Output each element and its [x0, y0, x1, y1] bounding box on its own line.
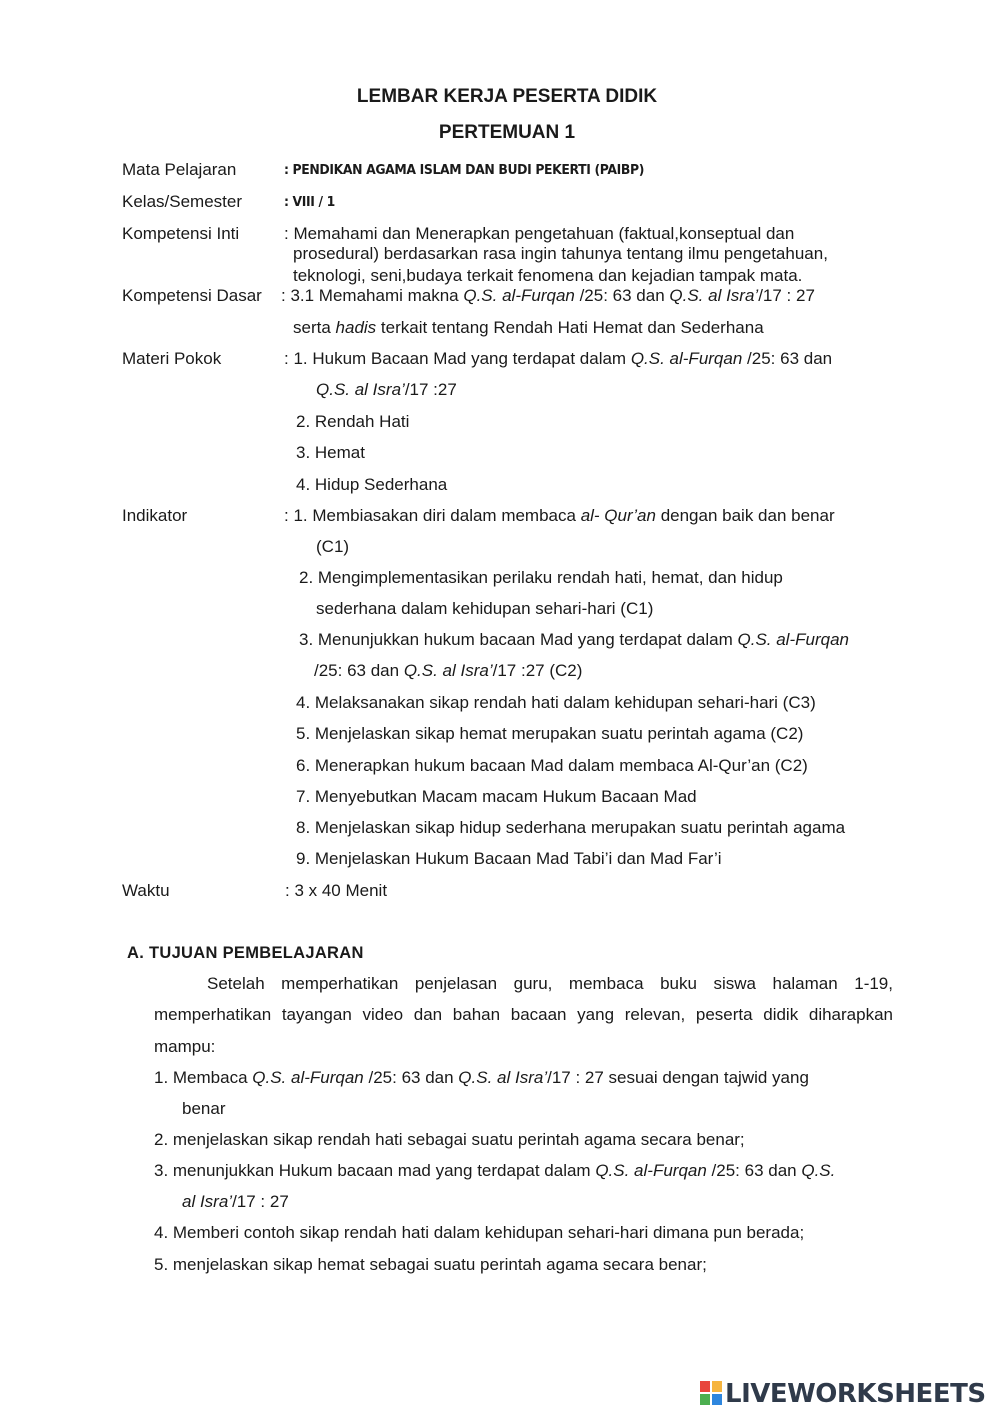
- indicator-item: 5. Menjelaskan sikap hemat merupakan suatu perintah agama (C2): [296, 724, 804, 743]
- core-competence-line: : Memahami dan Menerapkan pengetahuan (faktual,konseptual dan: [284, 224, 795, 243]
- section-heading: A. TUJUAN PEMBELAJARAN: [127, 944, 364, 962]
- objective-item: 2. menjelaskan sikap rendah hati sebagai suatu perintah agama secara benar;: [154, 1130, 745, 1149]
- indicator-label: Indikator: [122, 506, 188, 525]
- core-competence-label: Kompetensi Inti: [122, 224, 240, 243]
- indicator-item: : 1. Membiasakan diri dalam membaca al- Qur’an dengan baik dan benar: [284, 506, 835, 525]
- class-value: : VIII / 1: [284, 194, 335, 210]
- liveworksheets-logo-icon: [700, 1381, 722, 1405]
- basic-competence-line: serta hadis terkait tentang Rendah Hati Hemat dan Sederhana: [293, 318, 764, 337]
- time-value: : 3 x 40 Menit: [285, 881, 388, 900]
- objective-item: al Isra’/17 : 27: [182, 1192, 289, 1211]
- subject-matter-label: Materi Pokok: [122, 349, 222, 368]
- subject-value: : PENDIKAN AGAMA ISLAM DAN BUDI PEKERTI (PAIBP): [284, 162, 645, 178]
- core-competence-line: prosedural) berdasarkan rasa ingin tahunya tentang ilmu pengetahuan,: [293, 244, 828, 263]
- objective-item: 5. menjelaskan sikap hemat sebagai suatu perintah agama secara benar;: [154, 1255, 707, 1274]
- liveworksheets-logo-text: LIVEWORKSHEETS: [725, 1379, 986, 1409]
- intro-paragraph-line: Setelah memperhatikan penjelasan guru, membaca buku siswa halaman 1-19,: [207, 974, 893, 993]
- document-title: LEMBAR KERJA PESERTA DIDIK: [356, 86, 658, 107]
- indicator-item: (C1): [316, 537, 350, 556]
- indicator-item: 3. Menunjukkan hukum bacaan Mad yang terdapat dalam Q.S. al-Furqan: [299, 630, 849, 649]
- intro-paragraph-line: mampu:: [154, 1037, 216, 1056]
- intro-paragraph-line: memperhatikan tayangan video dan bahan bacaan yang relevan, peserta didik diharapkan: [154, 1005, 893, 1024]
- indicator-item: 6. Menerapkan hukum bacaan Mad dalam membaca Al-Qur’an (C2): [296, 756, 808, 775]
- subject-label: Mata Pelajaran: [122, 160, 237, 179]
- basic-competence-label: Kompetensi Dasar: [122, 286, 262, 305]
- subject-matter-item: 3. Hemat: [296, 443, 365, 462]
- subject-matter-item: 4. Hidup Sederhana: [296, 475, 448, 494]
- subject-matter-item: Q.S. al Isra’/17 :27: [316, 380, 457, 399]
- indicator-item: /25: 63 dan Q.S. al Isra’/17 :27 (C2): [314, 661, 583, 680]
- indicator-item: 8. Menjelaskan sikap hidup sederhana merupakan suatu perintah agama: [296, 818, 846, 837]
- class-label: Kelas/Semester: [122, 192, 242, 211]
- meeting-title: PERTEMUAN 1: [438, 122, 576, 143]
- objective-item: 4. Memberi contoh sikap rendah hati dalam kehidupan sehari-hari dimana pun berada;: [154, 1223, 805, 1242]
- core-competence-line: teknologi, seni,budaya terkait fenomena dan kejadian tampak mata.: [293, 266, 803, 285]
- time-label: Waktu: [122, 881, 170, 900]
- indicator-item: sederhana dalam kehidupan sehari-hari (C1): [316, 599, 654, 618]
- objective-item: 1. Membaca Q.S. al-Furqan /25: 63 dan Q.S. al Isra’/17 : 27 sesuai dengan tajwid yang: [154, 1068, 809, 1087]
- indicator-item: 9. Menjelaskan Hukum Bacaan Mad Tabi’i dan Mad Far’i: [296, 849, 722, 868]
- subject-matter-item: : 1. Hukum Bacaan Mad yang terdapat dalam Q.S. al-Furqan /25: 63 dan: [284, 349, 833, 368]
- subject-matter-item: 2. Rendah Hati: [296, 412, 410, 431]
- indicator-item: 7. Menyebutkan Macam macam Hukum Bacaan Mad: [296, 787, 697, 806]
- indicator-item: 4. Melaksanakan sikap rendah hati dalam kehidupan sehari-hari (C3): [296, 693, 816, 712]
- objective-item: 3. menunjukkan Hukum bacaan mad yang terdapat dalam Q.S. al-Furqan /25: 63 dan Q.S.: [154, 1161, 836, 1180]
- indicator-item: 2. Mengimplementasikan perilaku rendah hati, hemat, dan hidup: [299, 568, 783, 587]
- basic-competence-line: : 3.1 Memahami makna Q.S. al-Furqan /25: 63 dan Q.S. al Isra’/17 : 27: [281, 286, 815, 305]
- objective-item: benar: [182, 1099, 226, 1118]
